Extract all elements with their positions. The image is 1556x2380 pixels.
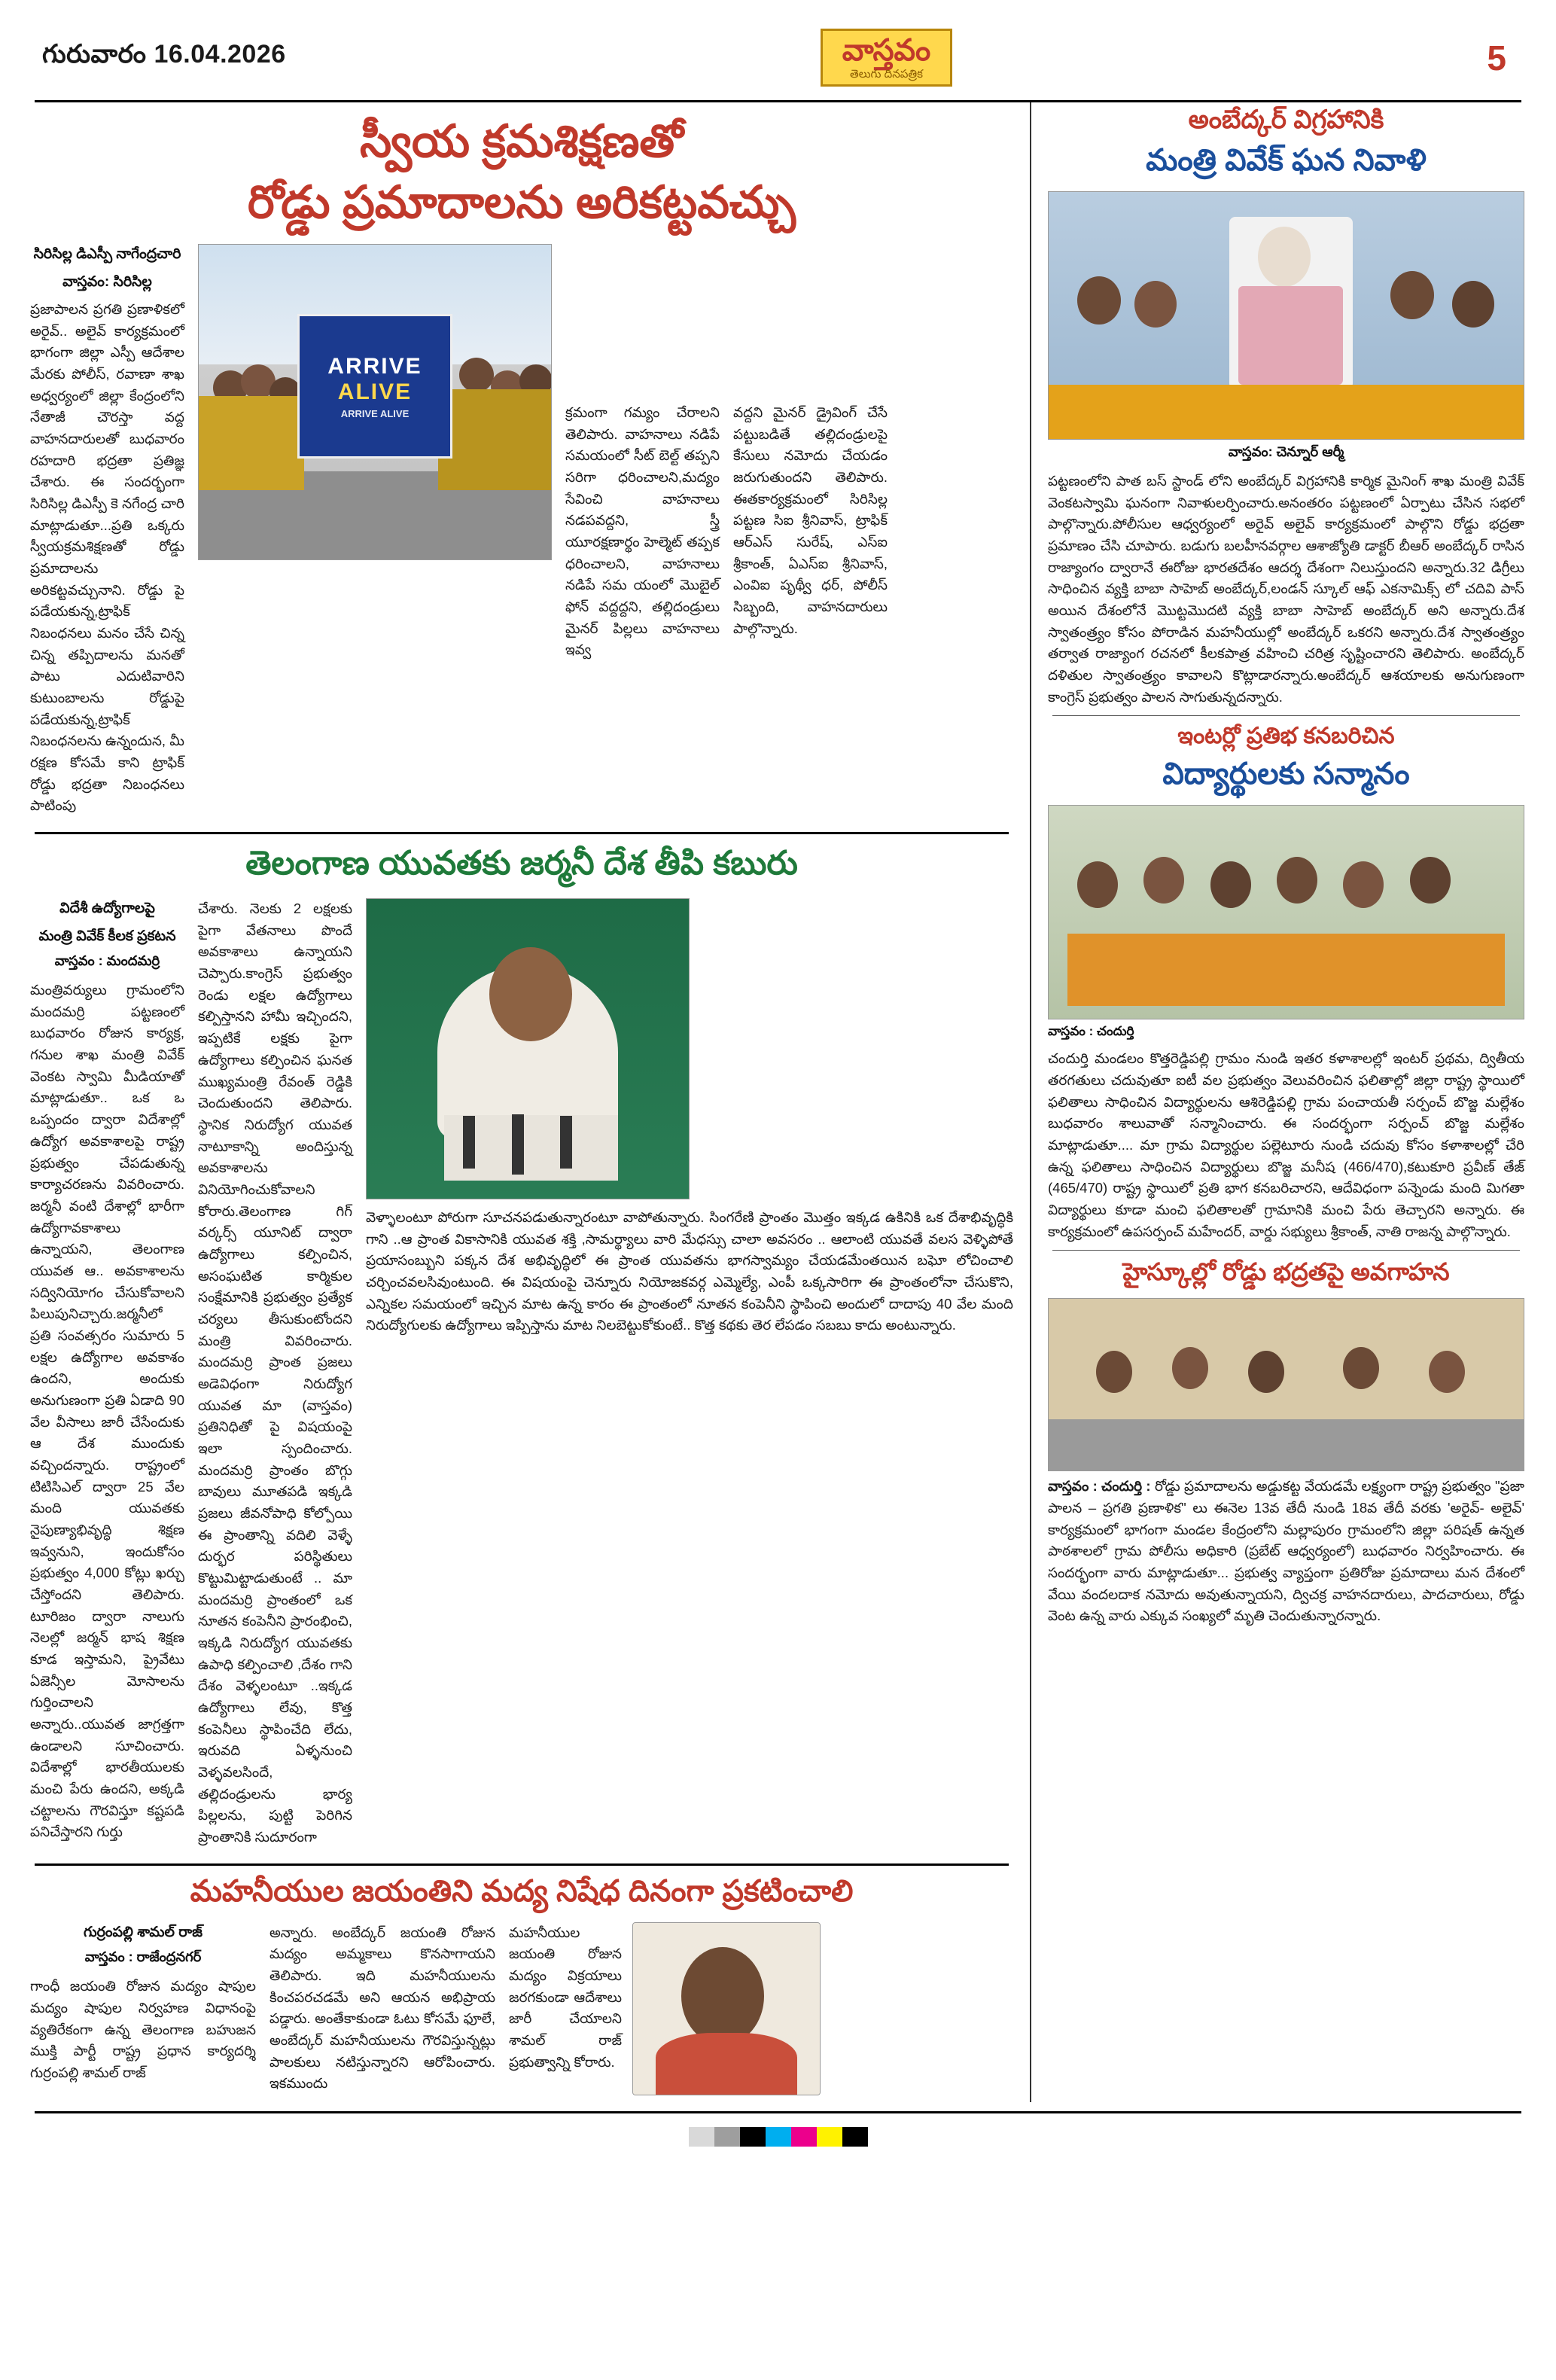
bottom-story-column-3: [509, 1922, 1013, 2102]
story1-divider: [35, 832, 1009, 834]
bottom-story-headline: మహనీయుల జయంతిని మద్య నిషేధ దినంగా ప్రకటించాలి: [190, 1874, 854, 1908]
right-story2-headline-line2: విద్యార్థులకు సన్మానం: [1162, 757, 1410, 791]
story1-column-3: [733, 244, 888, 824]
bottom-story-column-1: [30, 1922, 256, 2102]
masthead: [30, 21, 1526, 100]
story1-photo-pledge: [198, 244, 552, 560]
story1-column-1: [30, 244, 184, 824]
color-swatch-light-gray: [689, 2127, 714, 2147]
publication-date: గురువారం 16.04.2026: [42, 40, 286, 69]
color-swatch-key: [842, 2127, 868, 2147]
photo-banner-title: ARRIVE: [327, 353, 422, 379]
story1-headline-line1: స్వీయ క్రమశిక్షణతో: [359, 116, 684, 166]
right-story3-text: రోడ్డు ప్రమాదాలను అడ్డుకట్ట వేయడమే లక్ష్యంగా రాష్ట్ర ప్రభుత్వం "ప్రజా పాలన – ప్రగతి ప్రణాళిక" లు ఈనెల 13వ తేదీ నుండి 18వ తేదీ వరకు 'అరైవ్- అలైవ్' కార్యక్రమంలో భాగంగా మండల కేంద్రంలోని మల్లాపురం గ్రామంలోని జిల్లా పరిషత్ ఉన్నత పాఠశాలలో గ్రామ పోలీసు అధికారి (ప్రబేట్ ఆధ్వర్యంలో) బుధవారం నిర్వహించారు. ఈ సందర్భంగా వారు మాట్లాడుతూ... ప్రభుత్వ వ్యాప్తంగా ప్రతిరోజు ప్రమాదాలు మన దేశంలో వేయి వందలదాక నమోదు అవుతున్నాయని, ద్విచక్ర వాహనదారులు, పాదచారులు, రోడ్డు వెంట ఉన్న వారు ఎక్కువ సంఖ్యలో మృతి చెందుతున్నారన్నారు.: [1048, 1478, 1525, 1624]
page-number: 5: [1487, 38, 1506, 78]
bottom-story-col2-text: అన్నారు. అంబేద్కర్ జయంతి రోజున మద్యం అమ్మకాలు కొనసాగాయని తెలిపారు. ఇది మహనీయులను కించపరచడమే అని ఆయన అభిప్రాయ పడ్డారు. అంతేకాకుండా ఓటు కోసమే ఫూలే, అంబేద్కర్ మహనీయులను గౌరవిస్తున్నట్లు పాలకులు నటిస్తున్నారని ఆరోపించారు. ఇకముందు: [269, 1924, 495, 2092]
right-divider-1: [1052, 715, 1520, 716]
story-ambedkar-tribute: [1048, 105, 1524, 708]
photo-banner-subtitle: ALIVE: [337, 379, 413, 404]
story-germany-jobs: [30, 845, 1013, 1856]
story2-dateline: వాస్తవం : మందమర్రి: [54, 953, 160, 969]
bottom-story-col3-text: మహనీయుల జయంతి రోజున మద్యం విక్రయాలు జరగకుండా ఆదేశాలు జారీ చేయాలని శామల్ రాజ్ ప్రభుత్వాన్ని కోరారు.: [509, 1924, 622, 2070]
bottom-story-column-2: [269, 1922, 495, 2102]
right-story1-headline-line1: అంబేద్కర్ విగ్రహానికి: [1188, 105, 1384, 134]
footer-divider: [35, 2111, 1521, 2113]
story-road-safety: [30, 113, 1013, 824]
right-story2-dateline: వాస్తవం : చందుర్తి: [1048, 1024, 1134, 1039]
right-story1-photo: [1048, 191, 1524, 440]
photo-banner-caption: ARRIVE ALIVE: [340, 407, 410, 419]
bottom-story-portrait: [632, 1922, 821, 2095]
right-story1-text: పట్టణంలోని పాత బస్ స్టాండ్ లోని అంబేద్కర్ విగ్రహానికి కార్మిక మైనింగ్ శాఖ మంత్రి వివేక్ వెంకటస్వామి ఘనంగా నివాళులర్పించారు.అనంతరం పట్టణంలో ఏర్పాటు చేసిన సభలో పాల్గొన్నారు.పోలీసుల ఆధ్వర్యంలో అరైవ్ అలైవ్ కార్యక్రమంలో పాల్గొని రోడ్డు భద్రతా ప్రమాణం చేసి చూపారు. బడుగు బలహీనవర్గాల ఆశాజ్యోతి డాక్టర్ బీఆర్ అంబేద్కర్ రాసిన రాజ్యాంగం ద్వారానే ఈరోజు భారతదేశం ఆదర్శ దేశంగా నిలుస్తుందని అన్నారు.32 డిగ్రీలు సాధించిన వ్యక్తి బాబా సాహెబ్ అంబేద్కర్,లండన్ స్కూల్ ఆఫ్ ఎకనామిక్స్ లో చదివి పాస్ అయిన దేశంలోనే మొట్టమొదటి వ్యక్తి బాబా సాహెబ్ అంబేద్కర్ అని అన్నారు.దేశ స్వాతంత్ర్యం కోసం పోరాడిన మహనీయుల్లో అంబేద్కర్ ఒకరని అన్నారు.దేశ స్వాతంత్ర్యం తర్వాత రాజ్యాంగ రచనలో కీలకపాత్ర వహించి చరిత్ర సృష్టించారని తెలిపారు. అంబేద్కర్ దళితుల స్వాతంత్ర్యం కావాలని కొట్లాడారన్నారు.అంబేద్కర్ ఆశయాలకు అనుగుణంగా కాంగ్రెస్ ప్రభుత్వం పాలన సాగుతున్నదన్నారు.: [1048, 473, 1524, 705]
right-story1-headline-line2: మంత్రి వివేక్ ఘన నివాళి: [1146, 144, 1427, 177]
photo-banner: [297, 314, 452, 459]
page-columns: [30, 102, 1526, 2102]
color-swatch-gray: [714, 2127, 740, 2147]
story1-col3-text: వద్దని మైనర్ డ్రైవింగ్ చేసే పట్టుబడితే తల్లిదండ్రులపై కేసులు నమోదు చేయడం జరుగుతుందని తెలిపారు. ఈతకార్యక్రమంలో సిరిసిల్ల పట్టణ సిఐ శ్రీనివాస్, ట్రాఫిక్ ఆర్ఎస్ సురేష్, ఎస్ఐ శ్రీకాంత్, ఏఎస్ఐ శ్రీనివాస్, ఎంవిఐ పృథ్వీ ధర్, పోలీస్ సిబ్బంది, వాహనదారులు పాల్గొన్నారు.: [733, 404, 888, 636]
right-story3-headline: హైస్కూల్లో రోడ్డు భద్రతపై అవగాహన: [1122, 1258, 1450, 1286]
story2-divider: [35, 1863, 1009, 1866]
story-prohibition-day: [30, 1875, 1013, 2102]
right-zone: [1031, 102, 1524, 2102]
story2-col3-text: వెళ్ళాలంటూ పోరుగా సూచనపడుతున్నారంటూ వాపోతున్నారు. సింగరేణి ప్రాంతం మొత్తం ఇక్కడ ఉకినికి ఒక దేశాభివృద్ధికి గాని ..ఆ ప్రాంత వికాసానికి యువత శక్తి ,సామర్థ్యాలు వారి మేధస్సు చాలా అవసరం .. ఆలాంటి యువతే వలస వెళ్ళిపోతే ప్రయాసంబ్బుని పక్కన దేశ అభివృద్ధిలో ఈ ప్రాంత యువతను భాగస్వామ్యం చేయడమేంతయిన బఘో లోచించాలి చర్చించవలసివుంటుంది. ఈ విషయంపై చెన్నూరు నియోజకవర్గ ఎమ్మెల్యే, ఎంపీ ఒక్కసారిగా ఈ ప్రాంతంలోనా చేసుకొని, ఎన్నికల సమయంలో ఇచ్చిన మాట ఉన్న కారం ఈ ప్రాంతంలో నూతన కంపెనీని స్థాపించి అందులో దాదాపు 40 వేల మంది నిరుద్యోగులకు ఉద్యోగాలు ఇప్పిస్తాను మాట నిలబెట్టుకోకుంటే.. కొత్త కథకు తెర లేపడం సబబు కాదు అంటున్నారు.: [366, 1209, 1013, 1333]
left-zone: [30, 102, 1031, 2102]
story1-col2-text: క్రమంగా గమ్యం చేరాలని తెలిపారు. వాహనాలు నడిపే సమయంలో సీట్ బెల్ట్ తప్పని సరిగా ధరించాలని,మద్యం సేవించి వాహనాలు నడపవద్దని, స్త్రీ యూరక్షణార్థం హెల్మెట్ తప్పక ధరించాలని, వాహనాలు నడిపే సమ యంలో మొబైల్ ఫోన్ వద్దద్దని, తల్లిదండ్రులు మైనర్ పిల్లలు వాహనాలు ఇవ్వ: [565, 404, 720, 658]
color-swatch-yellow: [817, 2127, 842, 2147]
right-story1-dateline: వాస్తవం: చెన్నూర్ ఆర్మీ: [1228, 444, 1344, 459]
logo-title: వాస్తవం: [842, 34, 931, 67]
story2-col1-text: మంత్రివర్యులు గ్రామంలోని మందమర్రి పట్టణంలో బుధవారం రోజున కార్యక్ర, గనుల శాఖ మంత్రి వివేక్ వెంకట స్వామి మీడియాతో మాట్లాడుతూ.. ఒక ఒ ఒప్పందం ద్వారా విదేశాల్లో ఉద్యోగ అవకాశాలపై రాష్ట్ర ప్రభుత్వం చేపడుతున్న కార్యాచరణను వివరించారు. జర్మనీ వంటి దేశాల్లో భారీగా ఉద్యోగావకాశాలు ఉన్నాయని, తెలంగాణ యువత ఆ.. అవకాశాలను సద్వినియోగం చేసుకోవాలని పిలుపునిచ్చారు.జర్మనీలో ప్రతి సంవత్సరం సుమారు 5 లక్షల ఉద్యోగాల అవకాశం ఉందని, అందుకు అనుగుణంగా ప్రతి ఏడాది 90 వేల వీసాలు జారీ చేసేందుకు ఆ దేశ ముందుకు వచ్చిందన్నారు. రాష్ట్రంలో టిటిసిఎల్ ద్వారా 25 వేల మంది యువతకు నైపుణ్యాభివృద్ధి శిక్షణ ఇవ్వనుని, ఇందుకోసం ప్రభుత్వం 4,000 కోట్లు ఖర్చు చేస్తోందని తెలిపారు. టూరిజం ద్వారా నాలుగు నెలల్లో జర్మన్ భాష శిక్షణ కూడ ఇస్తామని, ప్రైవేటు ఏజెన్సీల మోసాలను గుర్తించాలని అన్నారు..యువత జాగ్రత్తగా ఉండాలని సూచించారు. విదేశాల్లో భారతీయులకు మంచి పేరు ఉందని, అక్కడి చట్టాలను గౌరవిస్తూ కష్టపడి పనిచేస్తారని గుర్తు: [30, 982, 184, 1840]
story-student-felicitation: [1048, 724, 1524, 1242]
story2-subhead-line2: మంత్రి వివేక్ కీలక ప్రకటన: [38, 928, 176, 944]
bottom-story-byline: గుర్రంపల్లి శామల్ రాజ్: [84, 1924, 202, 1940]
story2-column-2: [198, 898, 352, 1856]
bottom-story-col1-text: గాంధీ జయంతి రోజున మద్యం షాపుల మద్యం షాపుల నిర్వహణ విధానంపై వ్యతిరేకంగా ఉన్న తెలంగాణ బహుజన ముక్తి పార్టీ రాష్ట్ర ప్రధాన కార్యదర్శి గుర్రంపల్లి శామల్ రాజ్: [30, 1978, 256, 2080]
color-swatch-magenta: [791, 2127, 817, 2147]
logo-subtitle: తెలుగు దినపత్రిక: [850, 68, 923, 81]
story-school-road-safety: [1048, 1258, 1524, 1627]
right-story3-dateline: వాస్తవం : చందుర్తి :: [1048, 1478, 1151, 1495]
right-story3-photo: [1048, 1298, 1524, 1471]
story2-column-1: [30, 898, 184, 1856]
color-swatch-cyan: [766, 2127, 791, 2147]
right-divider-2: [1052, 1250, 1520, 1251]
print-color-bar: [30, 2127, 1526, 2147]
story2-subhead-line1: విదేశీ ఉద్యోగాలపై: [59, 900, 155, 917]
story2-photo-press-meet: [366, 898, 690, 1199]
right-story2-headline-line1: ఇంటర్లో ప్రతిభ కనబరిచిన: [1177, 724, 1395, 749]
right-story2-photo: [1048, 805, 1524, 1019]
color-swatch-black: [740, 2127, 766, 2147]
newspaper-logo: [821, 29, 952, 87]
story1-byline-reporter: సిరిసిల్ల డిఎస్పీ నాగేంద్రచారి: [33, 246, 181, 262]
story1-column-2: [565, 244, 720, 824]
story1-byline-place: వాస్తవం: సిరిసిల్ల: [62, 273, 152, 290]
story1-col1-text: ప్రజాపాలన ప్రగతి ప్రణాళికలో అరైవ్.. అలైవ్ కార్యక్రమంలో భాగంగా జిల్లా ఎస్పీ ఆదేశాల మేరకు పోలీస్, రవాణా శాఖ అధ్వర్యంలో జిల్లా కేంద్రంలోని నేతాజీ చౌరస్తా వద్ద వాహనదారులతో బుధవారం రహదారి భద్రతా ప్రతిజ్ఞ చేశారు. ఈ సందర్భంగా సిరిసిల్ల డిఎస్పీ కె నగేంద్ర చారి మాట్లాడుతూ...ప్రతి ఒక్కరు స్వీయక్రమశిక్షణతో రోడ్డు ప్రమాదాలను అరికట్టవచ్చునాని. రోడ్డు పై పడేయకున్న,ట్రాఫిక్ నిబంధనలు మనం చేసే చిన్న చిన్న తప్పిదాలను మనతో పాటు ఎదుటివారిని కుటుంబాలను రోడ్డుపై పడేయకున్న,ట్రాఫిక్ నిబంధనలను ఉన్నందున, మీ రక్షణ కోసమే కాని ట్రాఫిక్ రోడ్డు భద్రతా నిబంధనలు పాటింపు: [30, 301, 184, 814]
story2-col2-text: చేశారు. నెలకు 2 లక్షలకు పైగా వేతనాలు పొందే అవకాశాలు ఉన్నాయని చెప్పారు.కాంగ్రెస్ ప్రభుత్వం రెండు లక్షల ఉద్యోగాలు కల్పిస్తానని హామీ ఇచ్చిందని, ఇప్పటికే లక్షకు పైగా ఉద్యోగాలు కల్పించిన ఘనత ముఖ్యమంత్రి రేవంత్ రెడ్డికి చెందుతుందని తెలిపారు. స్థానిక నిరుద్యోగ యువత నాటూకాన్ని అందిస్తున్న అవకాశాలను వినియోగించుకోవాలని కోరారు.తెలంగాణ గిగ్ వర్కర్స్ యూనిట్ ద్వారా ఉద్యోగాలు కల్పించిన, అసంఘటిత కార్మికుల సంక్షేమానికి ప్రభుత్వం ప్రత్యేక చర్యలు తీసుకుంటోందని మంత్రి వివరించారు. మందమర్రి ప్రాంత ప్రజలు అడెవిధంగా నిరుద్యోగ యువత మా (వాస్తవం) ప్రతినిధితో పై విషయంపై ఇలా స్పందించారు. మందమర్రి ప్రాంతం బొగ్గు బావులు మూతపడి ఇక్కడి ప్రజలు జీవనోపాధి కోల్పోయి ఈ ప్రాంతాన్ని వదిలి వెళ్ళే దుర్భర పరిస్థితులు కొట్టుమిట్టాడుతుంటే .. మా మందమర్రి ప్రాంతంలో ఒక నూతన కంపెనీని ప్రారంభించి, ఇక్కడి నిరుద్యోగ యువతకు ఉపాధి కల్పించాలి ,దేశం గాని దేశం వెళ్ళలంటూ ..ఇక్కడ ఉద్యోగాలు లేవు, కొత్త కంపెనీలు స్థాపించేది లేదు, ఇరువది ఏళ్ళనుంచి వెళ్ళవలసిందే, తల్లిదండ్రులను భార్య పిల్లలను, పుట్టి పెరిగిన ప్రాంతానికి సుదూరంగా: [198, 900, 352, 1845]
bottom-story-dateline: వాస్తవం : రాజేంద్రనగర్: [84, 1949, 202, 1965]
story2-headline: తెలంగాణ యువతకు జర్మనీ దేశ తీపి కబురు: [245, 845, 798, 882]
story1-headline-line2: రోడ్డు ప్రమాదాలను అరికట్టవచ్చు: [248, 177, 796, 227]
right-story2-text: చందుర్తి మండలం కొత్తరెడ్డిపల్లి గ్రామం నుండి ఇతర కళాశాలల్లో ఇంటర్ ప్రథమ, ద్వితీయ తరగతులు చదువుతూ ఐటీ వల ప్రభుత్వం వెలువరించిన ఫలితాల్లో జిల్లా రాష్ట్ర స్థాయిలో ఫలితాలు సాధించిన విద్యార్థులను ఆశిరెడ్డిపల్లి గ్రామ పంచాయతీ సర్పంచ్ బొజ్జ మల్లేశం బుధవారం శాలువాతో సన్మానించారు. ఈ సందర్భంగా సర్పంచ్ బొజ్జ మల్లేశం మాట్లాడుతూ.... మా గ్రామ విద్యార్థుల పల్లెటూరు నుండి చదువు కోసం కళాశాలల్లో చేరి ఉన్న ఫలితాలు సాధించిన విద్యార్థులు బొజ్జ మనీష (466/470),కటుకూరి ప్రవీణ్ తేజ్ (465/470) రాష్ట్ర స్థాయిలో ప్రతి భాగ కనబరిచారని, ఆదేవిధంగా పన్నెండు మంది మిగతా విద్యార్థులు కూడా మంచి ఫలితాలతో గ్రామానికి మంచి పేరు తెచ్చారని అన్నారు. ఈ కార్యక్రమంలో ఉపసర్పంచ్ మహేందర్, వార్డు సభ్యులు శ్రీకాంత్, నాతి రాజన్న పాల్గొన్నారు.: [1048, 1050, 1524, 1239]
